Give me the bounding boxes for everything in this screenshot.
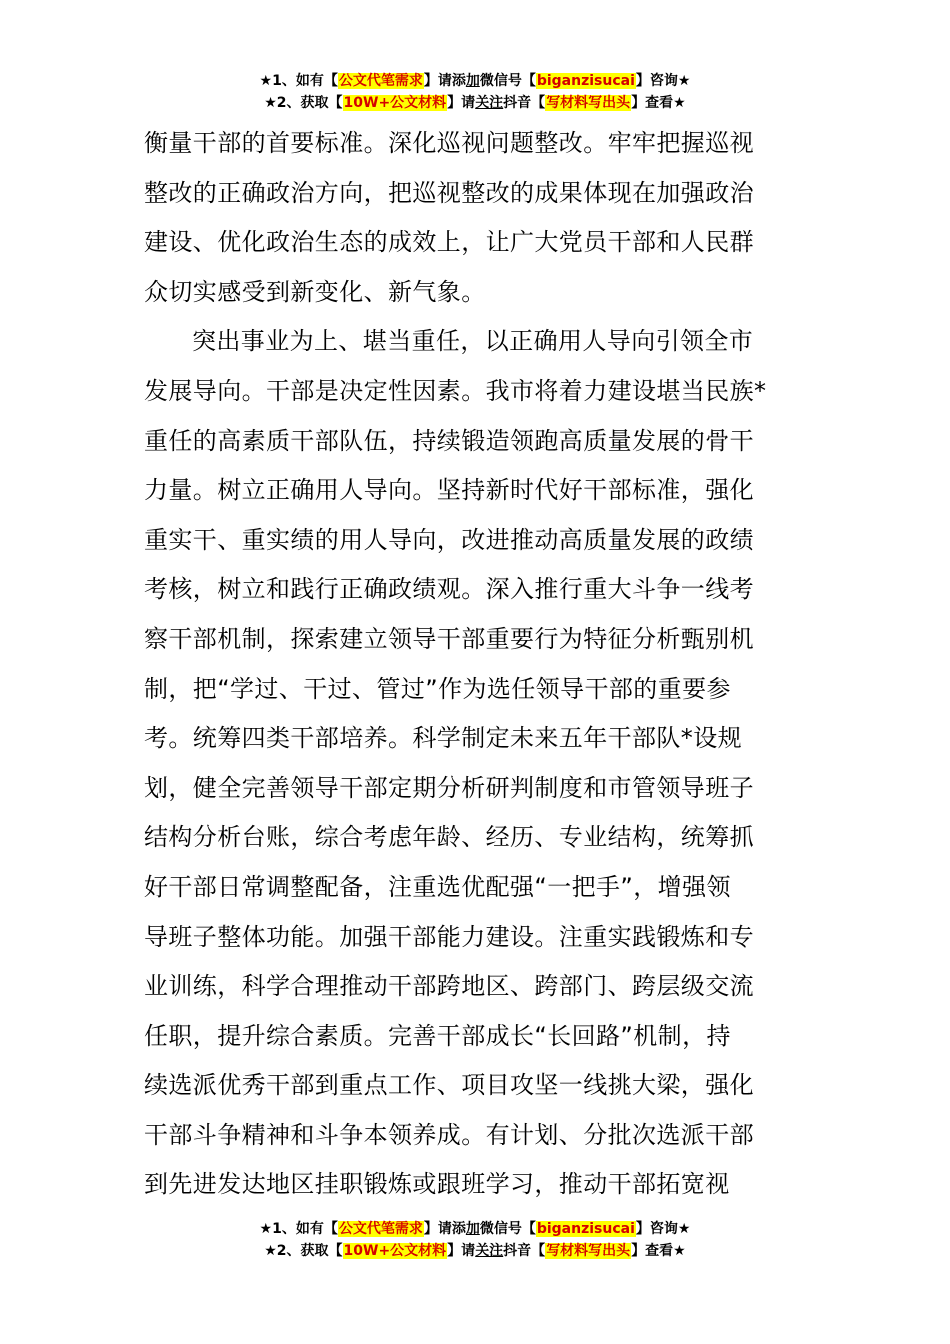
text-line: 业训练，科学合理推动干部跨地区、跨部门、跨层级交流	[144, 972, 754, 1001]
banner-underlined-text: 加	[465, 1221, 480, 1237]
highlight-douyin-account: 写材料写出头	[546, 95, 631, 111]
paragraph-1	[144, 119, 806, 317]
text-line: 到先进发达地区挂职锻炼或跟班学习，推动干部拓宽视	[144, 1170, 730, 1199]
text-line: 考核，树立和践行正确政绩观。深入推行重大斗争一线考	[144, 575, 754, 604]
banner-text: 】查看★	[631, 95, 686, 111]
highlight-ghostwriting: 公文代笔需求	[338, 73, 423, 89]
text-line: 整改的正确政治方向，把巡视整改的成果体现在加强政治	[144, 178, 754, 207]
banner-line-1	[0, 1218, 950, 1240]
text-line: 导班子整体功能。加强干部能力建设。注重实践锻炼和专	[144, 922, 754, 951]
banner-text: 微信号【	[479, 73, 536, 89]
banner-text: 微信号【	[479, 1221, 536, 1237]
banner-text: 】咨询★	[635, 73, 691, 89]
banner-text: 抖音【	[503, 1243, 546, 1259]
text-line: 考。统筹四类干部培养。科学制定未来五年干部队*设规	[144, 724, 742, 753]
text-line: 好干部日常调整配备，注重选优配强“一把手”，增强领	[144, 872, 731, 901]
banner-underlined-text: 加	[465, 73, 480, 89]
highlight-douyin-account: 写材料写出头	[546, 1243, 631, 1259]
banner-text: 】查看★	[631, 1243, 686, 1259]
banner-text: 抖音【	[503, 95, 546, 111]
text-line: 续选派优秀干部到重点工作、项目攻坚一线挑大梁，强化	[144, 1071, 754, 1100]
highlight-materials: 10W+公文材料	[343, 95, 447, 111]
highlight-wechat-id: biganzisucai	[536, 73, 635, 89]
highlight-wechat-id: biganzisucai	[536, 1221, 635, 1237]
text-line: 察干部机制，探索建立领导干部重要行为特征分析甄别机	[144, 624, 754, 653]
text-line: 重实干、重实绩的用人导向，改进推动高质量发展的政绩	[144, 525, 754, 554]
text-line: 力量。树立正确用人导向。坚持新时代好干部标准，强化	[144, 476, 754, 505]
banner-text: ★1、如有【	[259, 73, 338, 89]
paragraph-2	[144, 317, 806, 1210]
text-line: 重任的高素质干部队伍，持续锻造领跑高质量发展的骨干	[144, 426, 754, 455]
highlight-materials: 10W+公文材料	[343, 1243, 447, 1259]
banner-text: 】咨询★	[635, 1221, 691, 1237]
text-line: 任职，提升综合素质。完善干部成长“长回路”机制，持	[144, 1021, 731, 1050]
banner-underlined-text: 关注	[475, 95, 504, 111]
text-line: 划，健全完善领导干部定期分析研判制度和市管领导班子	[144, 773, 754, 802]
banner-text: 】请	[447, 1243, 476, 1259]
text-line: 制，把“学过、干过、管过”作为选任领导干部的重要参	[144, 674, 731, 703]
text-line: 衡量干部的首要标准。深化巡视问题整改。牢牢把握巡视	[144, 129, 754, 157]
banner-text: ★1、如有【	[259, 1221, 338, 1237]
text-line: 干部斗争精神和斗争本领养成。有计划、分批次选派干部	[144, 1120, 754, 1149]
header-banner	[0, 70, 950, 114]
banner-line-1	[0, 70, 950, 92]
text-line: 结构分析台账，综合考虑年龄、经历、专业结构，统筹抓	[144, 823, 754, 852]
banner-line-2	[0, 92, 950, 114]
banner-text: 】请	[447, 95, 476, 111]
document-body	[144, 119, 806, 1210]
banner-text: 】请添	[423, 1221, 466, 1237]
banner-text: 】请添	[423, 73, 466, 89]
banner-underlined-text: 关注	[475, 1243, 504, 1259]
banner-line-2	[0, 1240, 950, 1262]
banner-text: ★2、获取【	[264, 95, 343, 111]
banner-text: ★2、获取【	[264, 1243, 343, 1259]
footer-banner	[0, 1218, 950, 1262]
text-line: 众切实感受到新变化、新气象。	[144, 277, 486, 306]
text-line: 突出事业为上、堪当重任，以正确用人导向引领全市	[192, 327, 754, 356]
text-line: 建设、优化政治生态的成效上，让广大党员干部和人民群	[144, 228, 754, 257]
highlight-ghostwriting: 公文代笔需求	[338, 1221, 423, 1237]
text-line: 发展导向。干部是决定性因素。我市将着力建设堪当民族*	[144, 376, 767, 405]
